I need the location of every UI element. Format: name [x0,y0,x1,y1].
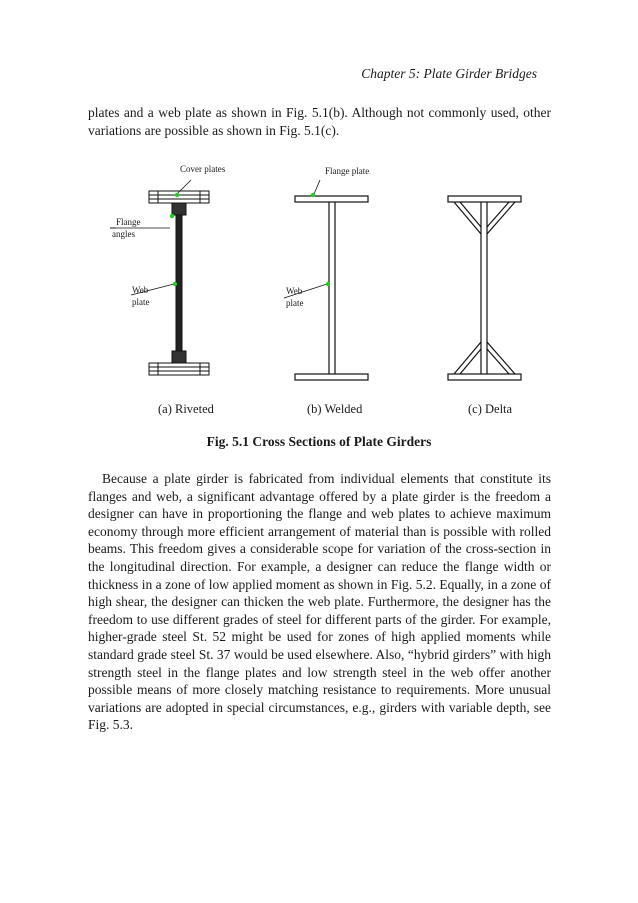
subcaption-riveted: (a) Riveted [158,402,214,416]
label-flange-plate: Flange plate [325,166,370,176]
subcaption-welded: (b) Welded [307,402,363,416]
label-web-plate-a-2: plate [132,297,150,307]
welded-girder [295,196,368,380]
label-web-plate-a-1: Web [132,285,149,295]
figure-5-1 [88,158,551,422]
body-paragraph: Because a plate girder is fabricated from individual elements that constitute its flanges and web, a significant advantage offered by a plate girder is the freedom a designer can have in proportioning the flange and web plates to achieve maximum economy through more efficient arrangement of material than is possible with rolled beams. This freedom gives a considerable scope for variation of the cross-section in the longitudinal direction. For example, a designer can reduce the flange width or thickness in a zone of low applied moment as shown in Fig. 5.2. Equally, in a zone of high shear, the designer can thicken the web plate. Furthermore, the designer has the freedom to use different grades of steel for different parts of the girder. For example, higher-grade steel St. 52 might be used for zones of high applied moments while standard grade steel St. 37 would be used elsewhere. Also, “hybrid girders” with high strength steel in the flange plates and low strength steel in the web offer another possible means of more closely matching resistance to requirements. More unusual variations are adopted in special circumstances, e.g., girders with variable depth, see Fig. 5.3. [88,471,551,733]
subcaption-delta: (c) Delta [468,402,513,416]
label-flange-angles-2: angles [112,229,135,239]
pointer-tips [170,193,330,286]
label-flange-angles-1: Flange [116,217,141,227]
label-cover-plates: Cover plates [180,164,226,174]
figure-caption: Fig. 5.1 Cross Sections of Plate Girders [206,434,432,449]
girder-cross-sections-diagram [88,158,551,422]
riveted-girder [149,191,209,375]
label-web-plate-b-2: plate [286,298,304,308]
chapter-header: Chapter 5: Plate Girder Bridges [361,66,537,81]
delta-girder [448,196,521,380]
label-web-plate-b-1: Web [286,286,303,296]
intro-paragraph: plates and a web plate as shown in Fig. 5.1(b). Although not commonly used, other variations are possible as shown in Fig. 5.1(c). [88,105,551,138]
